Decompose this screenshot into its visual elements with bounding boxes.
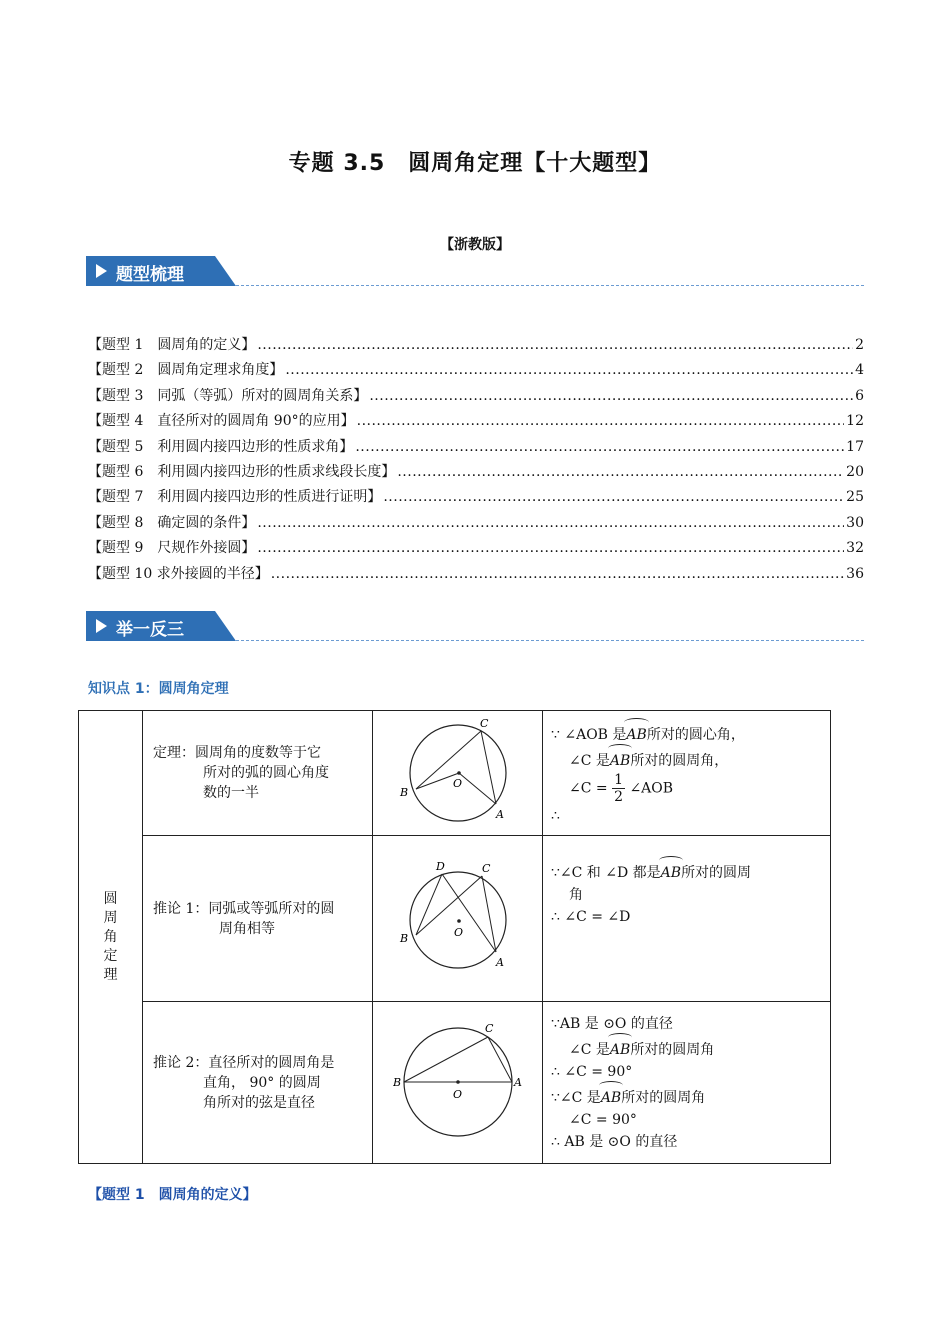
toc-item[interactable]: 【题型 10 求外接圆的半径】 ..... 36	[88, 563, 864, 588]
figure-cell	[373, 711, 543, 836]
page-title: 专题 3.5 圆周角定理【十大题型】	[288, 151, 662, 176]
knowledge-table	[78, 710, 831, 1164]
edition-label: 【浙教版】	[440, 237, 510, 253]
point-label: B	[399, 931, 408, 945]
point-label: O	[452, 1087, 462, 1101]
figure-cell	[373, 836, 543, 1002]
point-label: B	[399, 786, 408, 799]
point-label: C	[484, 1023, 493, 1035]
point-label: A	[495, 955, 504, 969]
toc-item[interactable]: 【题型 7 利用圆内接四边形的性质进行证明】 ..... 25	[88, 486, 864, 511]
corollary2-cell: 推论 2：直径所对的圆周角是 直角， 90° 的圆周 角所对的弦是直径	[143, 1002, 373, 1164]
point-label: O	[452, 777, 462, 790]
section-heading: 【题型 1 圆周角的定义】	[88, 1187, 257, 1203]
circle-figure-1	[398, 714, 518, 828]
theorem-cell: 定理：圆周角的度数等于它 所对的弧的圆心角度 数的一半	[143, 711, 373, 836]
proof-cell: ∵∠C 和 ∠D 都是AB所对的圆周 角 ∴ ∠C = ∠D	[543, 836, 831, 1002]
category-label: 圆周角定理	[103, 890, 118, 983]
category-cell	[79, 711, 143, 1164]
point-label: D	[435, 859, 445, 873]
point-label: O	[453, 925, 463, 939]
play-icon	[96, 619, 107, 633]
point-label: A	[513, 1075, 522, 1089]
toc-item[interactable]: 【题型 5 利用圆内接四边形的性质求角】 ..... 17	[88, 436, 864, 461]
proof-cell: ∵ ∠AOB 是AB所对的圆心角， ∠C 是AB所对的圆周角， ∠C = $\frac{1}{2}$ ∠AOB ∴	[543, 711, 831, 836]
knowledge-title: 知识点 1：圆周角定理	[88, 681, 229, 697]
corollary1-cell: 推论 1：同弧或等弧所对的圆 周角相等	[143, 836, 373, 1002]
figure-cell	[373, 1002, 543, 1164]
banner-overview-label: 题型梳理	[116, 265, 184, 285]
banner-overview	[86, 256, 864, 286]
point-label: C	[481, 861, 490, 875]
toc-item[interactable]: 【题型 6 利用圆内接四边形的性质求线段长度】 ..... 20	[88, 461, 864, 486]
play-icon	[96, 264, 107, 278]
circle-figure-3	[393, 1024, 523, 1138]
point-label: C	[479, 717, 488, 730]
proof-cell: ∵AB 是 ⊙O 的直径 ∠C 是AB所对的圆周角 ∴ ∠C = 90° ∵∠C 是AB所对的圆周角 ∠C = 90° ∴ AB 是 ⊙O 的直径	[543, 1002, 831, 1164]
toc-item[interactable]: 【题型 9 尺规作外接圆】 ..... 32	[88, 537, 864, 562]
point-label: A	[495, 808, 504, 821]
toc-item[interactable]: 【题型 3 同弧（等弧）所对的圆周角关系】 ..... 6	[88, 385, 864, 410]
point-label: B	[392, 1075, 401, 1089]
circle-figure-2	[398, 860, 518, 974]
toc-item[interactable]: 【题型 2 圆周角定理求角度】 ..... 4	[88, 359, 864, 384]
toc-item[interactable]: 【题型 1 圆周角的定义】 ..... 2	[88, 334, 864, 359]
toc-item[interactable]: 【题型 8 确定圆的条件】 ..... 30	[88, 512, 864, 537]
toc-item[interactable]: 【题型 4 直径所对的圆周角 90°的应用】 ..... 12	[88, 410, 864, 435]
banner-practice-label: 举一反三	[116, 620, 184, 640]
table-of-contents	[88, 334, 864, 588]
banner-practice	[86, 611, 864, 641]
